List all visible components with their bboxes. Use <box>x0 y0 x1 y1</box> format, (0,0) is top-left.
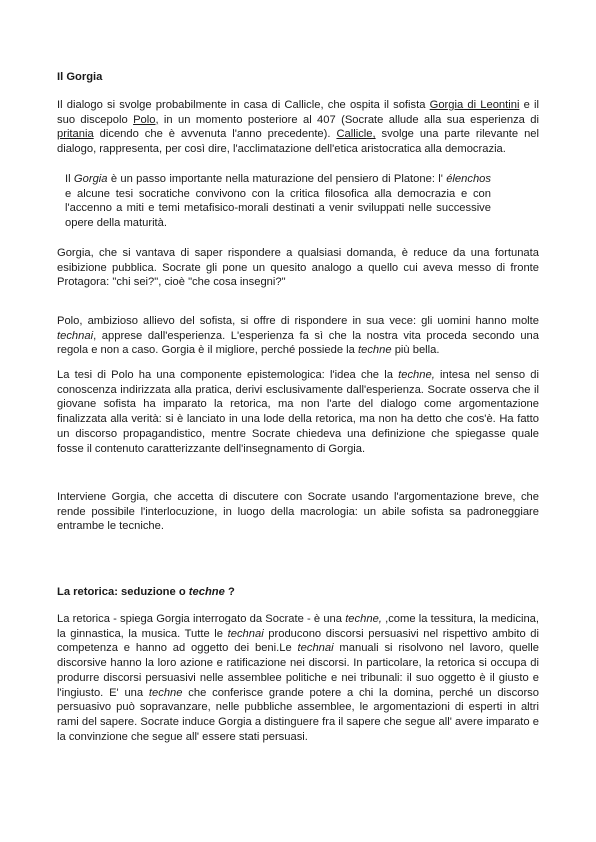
link-polo[interactable]: Polo, <box>133 113 159 126</box>
link-pritania[interactable]: pritania <box>57 128 94 141</box>
paragraph-polo-thesis: La tesi di Polo ha una componente epistemologica: l'idea che la techne, intesa nel senso di conoscenza indirizzata alla pratica, derivi esclusivamente dall'esperienza. Socrate osserva che il giovane sofista ha imparato la retorica, ma non l'arte del dialogo come argomentazione finalizzata alla verità: si è lanciato in una lode della retorica, ma non ha detto che cos'è. Ha fatto un discorso propagandistico, mentre Socrate chiedeva una definizione che spiegasse quale fosse il contenuto caratterizzante dell'insegnamento di Gorgia. <box>57 369 539 455</box>
indented-quote: Il Gorgia è un passo importante nella maturazione del pensiero di Platone: l' élenchos e alcune tesi socratiche convivono con la critica filosofica alla democrazia e con l'accenno a miti e temi metafisico-morali destinati a venir sviluppati nelle successive opere della maturità. <box>65 173 491 230</box>
section-title-gorgia: Il Gorgia <box>57 71 103 83</box>
paragraph-gorgia-question: Gorgia, che si vantava di saper rispondere a qualsiasi domanda, è reduce da una fortunata esibizione pubblica. Socrate gli pone un quesito analogo a quello cui aveva messo di fronte Protagora: "chi sei?", cioè "che cosa insegni?" <box>57 247 539 289</box>
link-gorgia-di-leontini[interactable]: Gorgia di Leontini <box>429 99 520 111</box>
paragraph-polo: Polo, ambizioso allievo del sofista, si offre di rispondere in sua vece: gli uomini hanno molte technai, apprese dall'esperienza. L'esperienza fa sì che la nostra vita proceda secondo una regola e non a caso. Gorgia è il migliore, perché possiede la techne più bella. <box>57 315 539 357</box>
intro-paragraph: Il dialogo si svolge probabilmente in casa di Callicle, che ospita il sofista Gorgia di Leontini e il suo discepolo Polo, in un momento posteriore al 407 (Socrate allude alla sua esperienza di pritania dicendo che è avvenuta l'anno precedente). Callicle, svolge una parte rilevante nel dialogo, rappresenta, per così dire, l'acclimatazione dell'etica aristocratica alla democrazia. <box>57 99 540 156</box>
section-title-retorica: La retorica: seduzione o techne ? <box>57 586 235 598</box>
paragraph-retorica: La retorica - spiega Gorgia interrogato da Socrate - è una techne, ,come la tessitura, la medicina, la ginnastica, la musica. Tutte le technai producono discorsi persuasivi nel rispettivo ambito di competenza e hanno ad oggetto dei beni.Le technai manuali si risolvono nel lavoro, quelle discorsive hanno la loro azione e ratificazione nei discorsi. In particolare, la retorica si occupa di produrre discorsi persuasivi nelle assemblee politiche e nei tribunali: il suo oggetto è il giusto e l'ingiusto. E' una techne che conferisce grande potere a chi la domina, perché un discorso persuasivo può sopravanzare, nelle pubbliche assemblee, le argomentazioni di esperti in altri rami del sapere. Socrate induce Gorgia a distinguere fra il sapere che segue all' avere imparato e la convinzione che segue all' essere stati persuasi. <box>57 613 539 743</box>
link-callicle[interactable]: Callicle, <box>336 128 376 141</box>
paragraph-gorgia-intervenes: Interviene Gorgia, che accetta di discutere con Socrate usando l'argomentazione breve, che rende possibile l'interlocuzione, in luogo della macrologia: un abile sofista sa padroneggiare entrambe le tecniche. <box>57 491 539 533</box>
